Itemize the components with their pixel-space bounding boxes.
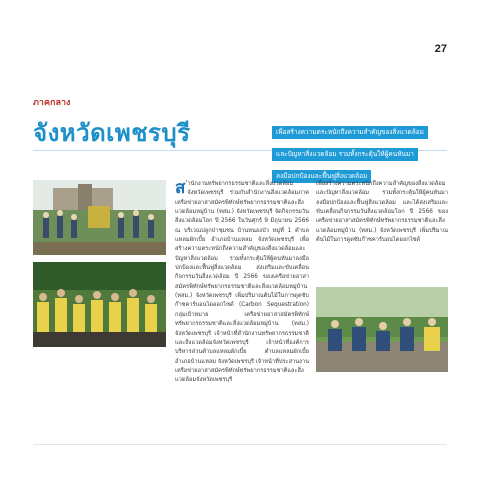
body-paragraph-2: เพื่อสร้างความตระหนักถึงความสำคัญของสิ่งแวดล้อมและปัญหาสิ่งแวดล้อม รวมทั้งกระตุ้นให้ผู้คนหันมาลงมือปกป้องและฟื้นฟูสิ่งแวดล้อม และได้ส่งเสริมและขับเคลื่อนกิจกรรมวันสิ่งแวดล้อมโลก ปี 2566 ของเครือข่ายอาสาสมัครพิทักษ์ทรัพยากรธรรมชาติและสิ่งแวดล้อมหมู่บ้าน (ทสม.) จังหวัดเพชรบุรี เพิ่มปริมาณต้นไม้ในการดูดซับก๊าซคาร์บอนไดออกไซด์ [316, 181, 448, 244]
highlight-line: เพื่อสร้างความตระหนักถึงความสำคัญของสิ่งแวดล้อม [272, 126, 428, 139]
seated-guests-photo [316, 287, 448, 372]
dropcap: ส [175, 178, 186, 198]
highlight-line: ลงมือปกป้องและฟื้นฟูสิ่งแวดล้อม [272, 170, 371, 183]
body-column-2 [316, 180, 448, 280]
highlight-line: และปัญหาสิ่งแวดล้อม รวมทั้งกระตุ้นให้ผู้คนหันมา [272, 148, 418, 161]
volunteers-photo [33, 262, 166, 347]
ceremony-photo [33, 180, 166, 255]
region-label: ภาคกลาง [33, 98, 71, 108]
highlight-quote [272, 119, 452, 185]
footer-divider [33, 444, 447, 445]
page-number: 27 [434, 43, 447, 55]
body-column-1 [175, 180, 309, 440]
page-title: จังหวัดเพชรบุรี [33, 119, 191, 147]
body-paragraph-1: ำนักงานทรัพยากรธรรมชาติและสิ่งแวดล้อมจังหวัดเพชรบุรี ร่วมกับสำนักงานสิ่งแวดล้อมภาค เครือข่ายอาสาสมัครพิทักษ์ทรัพยากรธรรมชาติและสิ่งแวดล้อมหมู่บ้าน (ทสม.) จังหวัดเพชรบุรี จัดกิจกรรมวันสิ่งแวดล้อมโลก ปี 2566 ในวันศุกร์ 9 มิถุนายน 2566 ณ บริเวณปลูกป่าชุมชน บ้านหนองบัว หมู่ที่ 1 ตำบลแหลมผักเบี้ย อำเภอบ้านแหลม จังหวัดเพชรบุรี เพื่อสร้างความตระหนักถึงความสำคัญของสิ่งแวดล้อมและปัญหาสิ่งแวดล้อม รวมทั้งกระตุ้นให้ผู้คนหันมาลงมือปกป้องและฟื้นฟูสิ่งแวดล้อม ส่งเสริมและขับเคลื่อนกิจกรรมวันสิ่งแวดล้อม ปี 2566 ของเครือข่ายอาสาสมัครพิทักษ์ทรัพยากรธรรมชาติและสิ่งแวดล้อมหมู่บ้าน (ทสม.) จังหวัดเพชรบุรี เพิ่มปริมาณต้นไม้ในการดูดซับก๊าซคาร์บอนไดออกไซด์ (Carbon Sequestration) กลุ่มเป้าหมาย เครือข่ายอาสาสมัครพิทักษ์ทรัพยากรธรรมชาติและสิ่งแวดล้อมหมู่บ้าน (ทสม.) จังหวัดเพชรบุรี เจ้าหน้าที่สำนักงานทรัพยากรธรรมชาติและสิ่งแวดล้อมจังหวัดเพชรบุรี เจ้าหน้าที่องค์การบริหารส่วนตำบลแหลมผักเบี้ย ตำบลแหลมผักเบี้ย อำเภอบ้านแหลม จังหวัดเพชรบุรี เจ้าหน้าที่ประสานงานเครือข่ายอาสาสมัครพิทักษ์ทรัพยากรธรรมชาติและสิ่งแวดล้อมจังหวัดเพชรบุรี [175, 181, 309, 384]
